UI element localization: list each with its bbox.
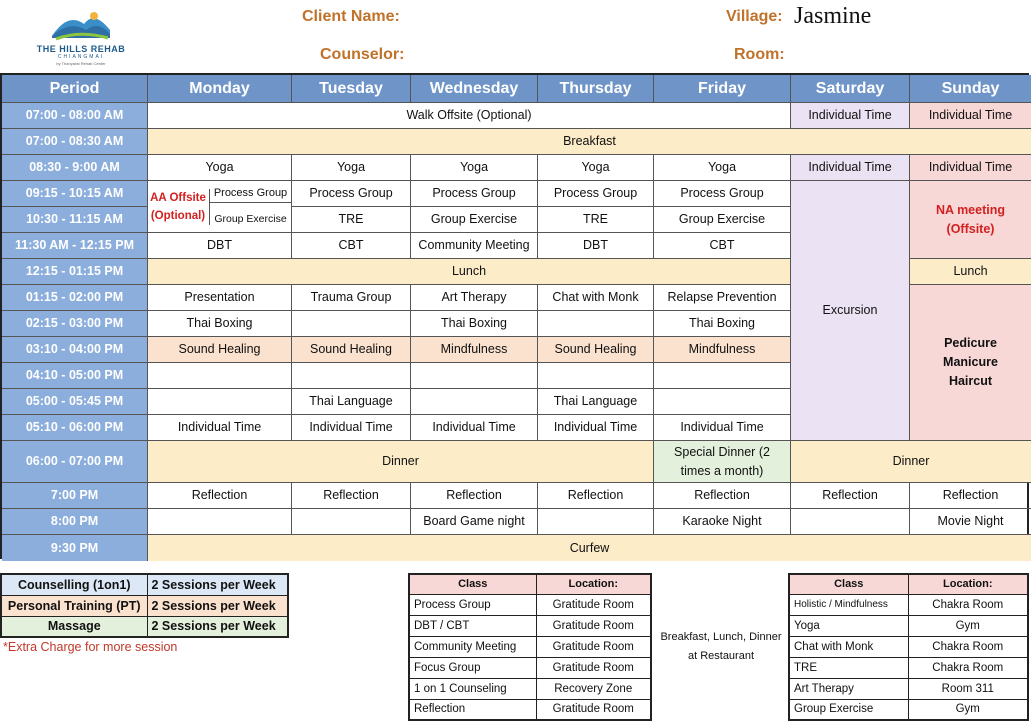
- table-row: [1, 595, 288, 616]
- weekly-schedule-table: [0, 73, 1029, 559]
- time-slot: 02:15 - 03:00 PM: [2, 311, 148, 337]
- session-value: 2 Sessions per Week: [147, 616, 288, 637]
- session-name: Massage: [1, 616, 147, 637]
- table-header-row: [789, 574, 1028, 594]
- activity-reflection: Reflection: [654, 483, 791, 509]
- col-header-location: Location:: [536, 574, 651, 594]
- col-header-monday: Monday: [148, 75, 292, 103]
- activity-community-meeting: Community Meeting: [411, 233, 538, 259]
- activity-sound-healing: Sound Healing: [148, 337, 292, 363]
- class-name: Community Meeting: [409, 636, 536, 657]
- activity-dinner: Dinner: [148, 441, 654, 483]
- activity-reflection: Reflection: [538, 483, 654, 509]
- logo-title: THE HILLS REHAB: [36, 44, 126, 54]
- activity-lunch: Lunch: [910, 259, 1031, 285]
- hills-rehab-logo: [22, 6, 140, 66]
- empty-cell: [292, 363, 411, 389]
- activity-individual-time: Individual Time: [292, 415, 411, 441]
- class-name: 1 on 1 Counseling: [409, 678, 536, 699]
- class-location: Chakra Room: [908, 636, 1028, 657]
- empty-cell: [654, 363, 791, 389]
- dinner-at-restaurant-note: Breakfast, Lunch, Dinner at Restaurant: [660, 631, 782, 662]
- table-row: [1, 574, 288, 595]
- session-name: Counselling (1on1): [1, 574, 147, 595]
- activity-group-exercise: Group Exercise: [654, 207, 791, 233]
- activity-individual-time: Individual Time: [148, 415, 292, 441]
- activity-mindfulness: Mindfulness: [654, 337, 791, 363]
- client-name-label: Client Name:: [302, 8, 400, 25]
- activity-sound-healing: Sound Healing: [538, 337, 654, 363]
- time-slot: 11:30 AM - 12:15 PM: [2, 233, 148, 259]
- activity-reflection: Reflection: [292, 483, 411, 509]
- activity-movie-night: Movie Night: [910, 509, 1031, 535]
- activity-reflection: Reflection: [910, 483, 1031, 509]
- table-row: [789, 699, 1028, 720]
- village-value: Jasmine: [794, 3, 872, 29]
- col-header-location: Location:: [908, 574, 1028, 594]
- class-location: Gym: [908, 699, 1028, 720]
- sessions-table: [0, 573, 289, 638]
- class-location: Gratitude Room: [536, 699, 651, 720]
- activity-thai-language: Thai Language: [292, 389, 411, 415]
- class-name: Yoga: [789, 615, 908, 636]
- table-row: [409, 594, 651, 615]
- activity-presentation: Presentation: [148, 285, 292, 311]
- activity-breakfast: Breakfast: [148, 129, 1031, 155]
- col-header-friday: Friday: [654, 75, 791, 103]
- empty-cell: [292, 311, 411, 337]
- activity-reflection: Reflection: [411, 483, 538, 509]
- class-name: Reflection: [409, 699, 536, 720]
- activity-tre: TRE: [538, 207, 654, 233]
- empty-cell: [538, 509, 654, 535]
- activity-yoga: Yoga: [411, 155, 538, 181]
- table-row: [409, 615, 651, 636]
- activity-process-group: Process Group: [210, 185, 292, 203]
- time-slot: 10:30 - 11:15 AM: [2, 207, 148, 233]
- activity-lunch: Lunch: [148, 259, 791, 285]
- activity-reflection: Reflection: [148, 483, 292, 509]
- class-location: Recovery Zone: [536, 678, 651, 699]
- empty-cell: [148, 363, 292, 389]
- activity-thai-boxing: Thai Boxing: [654, 311, 791, 337]
- class-location: Gratitude Room: [536, 657, 651, 678]
- activity-process-group: Process Group: [292, 181, 411, 207]
- class-location: Gratitude Room: [536, 594, 651, 615]
- empty-cell: [411, 389, 538, 415]
- activity-reflection: Reflection: [791, 483, 910, 509]
- counselor-label: Counselor:: [320, 46, 405, 63]
- class-locations-table-left: [408, 573, 652, 721]
- activity-mindfulness: Mindfulness: [411, 337, 538, 363]
- table-row: [409, 657, 651, 678]
- activity-group-exercise: Group Exercise: [411, 207, 538, 233]
- activity-relapse-prevention: Relapse Prevention: [654, 285, 791, 311]
- class-location: Chakra Room: [908, 657, 1028, 678]
- activity-special-dinner: Special Dinner (2 times a month): [654, 441, 791, 483]
- activity-dinner: Dinner: [791, 441, 1031, 483]
- activity-curfew: Curfew: [148, 535, 1031, 561]
- activity-excursion: Excursion: [791, 181, 910, 441]
- empty-cell: [654, 389, 791, 415]
- activity-walk-offsite: Walk Offsite (Optional): [148, 103, 791, 129]
- time-slot: 08:30 - 9:00 AM: [2, 155, 148, 181]
- empty-cell: [411, 363, 538, 389]
- class-location: Gym: [908, 615, 1028, 636]
- activity-trauma-group: Trauma Group: [292, 285, 411, 311]
- time-slot: 07:00 - 08:30 AM: [2, 129, 148, 155]
- time-slot: 06:00 - 07:00 PM: [2, 441, 148, 483]
- activity-thai-language: Thai Language: [538, 389, 654, 415]
- activity-karaoke-night: Karaoke Night: [654, 509, 791, 535]
- session-value: 2 Sessions per Week: [147, 574, 288, 595]
- activity-process-group: Process Group: [538, 181, 654, 207]
- activity-tre: TRE: [292, 207, 411, 233]
- activity-individual-time: Individual Time: [910, 155, 1031, 181]
- col-header-class: Class: [789, 574, 908, 594]
- class-name: DBT / CBT: [409, 615, 536, 636]
- class-locations-table-right: [788, 573, 1029, 721]
- activity-dbt: DBT: [148, 233, 292, 259]
- activity-yoga: Yoga: [538, 155, 654, 181]
- activity-yoga: Yoga: [654, 155, 791, 181]
- session-name: Personal Training (PT): [1, 595, 147, 616]
- activity-individual-time: Individual Time: [538, 415, 654, 441]
- time-slot: 01:15 - 02:00 PM: [2, 285, 148, 311]
- activity-aa-offsite: AA Offsite (Optional): [148, 189, 210, 226]
- logo-tagline: by Thanyarat Rehab Center: [56, 61, 106, 66]
- empty-cell: [538, 363, 654, 389]
- table-row: [789, 615, 1028, 636]
- class-location: Chakra Room: [908, 594, 1028, 615]
- col-header-sunday: Sunday: [910, 75, 1031, 103]
- time-slot: 09:15 - 10:15 AM: [2, 181, 148, 207]
- empty-cell: [292, 509, 411, 535]
- activity-thai-boxing: Thai Boxing: [148, 311, 292, 337]
- table-row: [789, 678, 1028, 699]
- table-row: [789, 636, 1028, 657]
- time-slot: 04:10 - 05:00 PM: [2, 363, 148, 389]
- activity-sound-healing: Sound Healing: [292, 337, 411, 363]
- monday-morning-split: [148, 181, 292, 233]
- activity-individual-time: Individual Time: [654, 415, 791, 441]
- table-row: [1, 616, 288, 637]
- village-label: Village:: [726, 8, 783, 25]
- class-name: TRE: [789, 657, 908, 678]
- empty-cell: [148, 389, 292, 415]
- activity-na-meeting: NA meeting (Offsite): [910, 181, 1031, 259]
- activity-cbt: CBT: [654, 233, 791, 259]
- table-row: [409, 636, 651, 657]
- time-slot: 9:30 PM: [2, 535, 148, 561]
- logo-subtitle: CHIANGMAI: [57, 54, 105, 60]
- time-slot: 07:00 - 08:00 AM: [2, 103, 148, 129]
- col-header-tuesday: Tuesday: [292, 75, 411, 103]
- time-slot: 05:10 - 06:00 PM: [2, 415, 148, 441]
- activity-individual-time: Individual Time: [791, 155, 910, 181]
- empty-cell: [538, 311, 654, 337]
- session-value: 2 Sessions per Week: [147, 595, 288, 616]
- activity-process-group: Process Group: [411, 181, 538, 207]
- activity-dbt: DBT: [538, 233, 654, 259]
- class-location: Gratitude Room: [536, 636, 651, 657]
- class-name: Chat with Monk: [789, 636, 908, 657]
- class-location: Room 311: [908, 678, 1028, 699]
- col-header-class: Class: [409, 574, 536, 594]
- class-name: Process Group: [409, 594, 536, 615]
- activity-chat-with-monk: Chat with Monk: [538, 285, 654, 311]
- activity-pedicure-manicure-haircut: Pedicure Manicure Haircut: [910, 285, 1031, 441]
- activity-individual-time: Individual Time: [910, 103, 1031, 129]
- activity-group-exercise: Group Exercise: [214, 213, 287, 226]
- empty-cell: [791, 509, 910, 535]
- activity-art-therapy: Art Therapy: [411, 285, 538, 311]
- class-name: Holistic / Mindfulness: [789, 594, 908, 615]
- time-slot: 8:00 PM: [2, 509, 148, 535]
- class-name: Art Therapy: [789, 678, 908, 699]
- activity-yoga: Yoga: [292, 155, 411, 181]
- activity-individual-time: Individual Time: [791, 103, 910, 129]
- table-row: [789, 594, 1028, 615]
- room-label: Room:: [734, 46, 785, 63]
- activity-thai-boxing: Thai Boxing: [411, 311, 538, 337]
- empty-cell: [148, 509, 292, 535]
- activity-yoga: Yoga: [148, 155, 292, 181]
- extra-charge-note: *Extra Charge for more session: [3, 640, 178, 654]
- activity-process-group: Process Group: [654, 181, 791, 207]
- mountain-logo-icon: [50, 6, 112, 42]
- time-slot: 12:15 - 01:15 PM: [2, 259, 148, 285]
- time-slot: 03:10 - 04:00 PM: [2, 337, 148, 363]
- col-header-wednesday: Wednesday: [411, 75, 538, 103]
- class-name: Group Exercise: [789, 699, 908, 720]
- activity-cbt: CBT: [292, 233, 411, 259]
- table-row: [409, 678, 651, 699]
- col-header-thursday: Thursday: [538, 75, 654, 103]
- col-header-period: Period: [2, 75, 148, 103]
- class-name: Focus Group: [409, 657, 536, 678]
- class-location: Gratitude Room: [536, 615, 651, 636]
- time-slot: 7:00 PM: [2, 483, 148, 509]
- activity-board-game-night: Board Game night: [411, 509, 538, 535]
- table-header-row: [409, 574, 651, 594]
- time-slot: 05:00 - 05:45 PM: [2, 389, 148, 415]
- activity-individual-time: Individual Time: [411, 415, 538, 441]
- table-row: [789, 657, 1028, 678]
- col-header-saturday: Saturday: [791, 75, 910, 103]
- table-row: [409, 699, 651, 720]
